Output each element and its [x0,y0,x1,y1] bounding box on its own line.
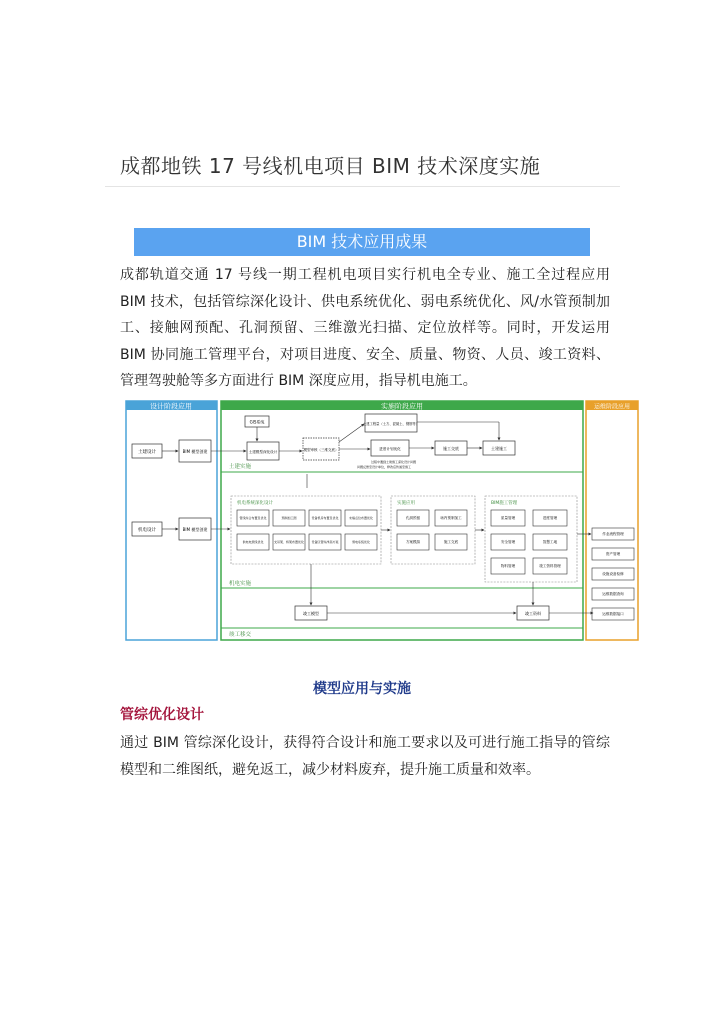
civil-done-box: 土建施工 [491,446,507,451]
mep-detail-1-label: 管线综合布置及优化 [239,516,267,521]
civil-note-2: 问题反馈至设计单位，修改后传递至施工 [357,465,412,469]
group3-label: BIM施工管理 [491,501,518,506]
col-impl-label: 实施阶段应用 [381,402,423,411]
mep-mgmt-1-label: 质量管理 [500,516,516,521]
ops-2-label: 资产管理 [605,552,621,557]
subsection-title: 模型应用与实施 [313,681,411,697]
mep-detail-2-label: 预制加工图 [281,516,297,521]
mep-detail-8-label: 弱电系统优化 [351,540,371,545]
mep-mgmt-3-label: 安全管理 [500,540,516,545]
civil-bim-box: BIM 模型创建 [182,449,208,454]
section-banner: BIM 技术应用成果 [134,228,590,256]
mep-mgmt-2-label: 进度管理 [542,516,558,521]
stage-handover: 竣工移交 [229,632,252,638]
mep-apply-2-label: 场内预制加工 [440,516,462,521]
handover-docs-box: 竣工资料 [525,611,541,616]
civil-plan-box: 进度计划优化 [379,447,401,451]
mep-mgmt-6-label: 竣工资料管理 [539,564,561,569]
ops-1-label: 作业流程管理 [602,532,624,537]
mep-detail-3-label: 设备机房布置及优化 [311,516,339,521]
col-ops-label: 运维阶段应用 [593,403,631,411]
stage-mep: 机电实施 [229,581,252,587]
intro-paragraph: 成都轨道交通 17 号线一期工程机电项目实行机电全专业、施工全过程应用 BIM 技术，包括管综深化设计、供电系统优化、弱电系统优化、风/水管预制加工、接触网预配、孔洞预留、三维激光扫描、定位放样等。同时，开发运用 BIM 协同施工管理平台，对项目进度、安全、质量、物资、人员、竣工资料、管理驾驶舱等多方面进行 BIM 深度应用，指导机电施工。 [120,267,610,389]
mep-apply-3-label: 方案模拟 [405,540,421,545]
mep-detail-5-label: 供电电源线优化 [242,540,264,545]
mep-detail-4-label: 末端点位布置优化 [348,516,374,521]
mep-mgmt-4-label: 智慧工地 [542,540,558,545]
civil-review-box: 模型审核（三维交底） [303,448,339,452]
mep-apply-4-label: 施工交底 [443,540,459,545]
mep-detail-6-label: 支吊架、桥架布置优化 [273,540,305,545]
civil-works-box: 土建工程量（土方、混凝土、钢筋等） [362,422,420,426]
mep-apply-1-label: 孔洞预留 [405,516,421,521]
stage-civil: 土建实施 [229,464,252,470]
mep-design-box: 机电设计 [138,528,156,533]
ops-4-label: 运维数据查询 [602,592,624,597]
civil-note-1: 过程中遇到土建施工深化设计问题 [371,460,417,464]
group2-label: 实施应用 [397,501,415,506]
bim-workflow-diagram [125,400,640,642]
gis-box: GIS系统 [249,419,265,425]
civil-construct-box: 施工交底 [443,446,459,451]
civil-deepen-box: 土建模型深化设计 [248,450,278,454]
mep-detail-7-label: 设备区管综净高方案 [311,540,339,545]
handover-model-box: 竣工模型 [303,611,319,616]
mep-bim-box: BIM 模型创建 [182,527,208,532]
group1-label: 机电系统深化设计 [237,501,273,506]
section-paragraph: 通过 BIM 管综深化设计，获得符合设计和施工要求以及可进行施工指导的管综模型和二维图纸，避免返工，减少材料废弃，提升施工质量和效率。 [120,735,610,778]
col-design-label: 设计阶段应用 [150,402,192,411]
title-divider [105,186,620,187]
ops-3-label: 设施设备检修 [602,572,624,577]
mep-mgmt-5-label: 物料管理 [500,564,516,569]
section-heading: 管综优化设计 [120,707,204,723]
civil-design-box: 土建设计 [138,450,156,455]
doc-title: 成都地铁 17 号线机电项目 BIM 技术深度实施 [120,154,541,178]
ops-5-label: 运维数据接口 [602,612,624,617]
